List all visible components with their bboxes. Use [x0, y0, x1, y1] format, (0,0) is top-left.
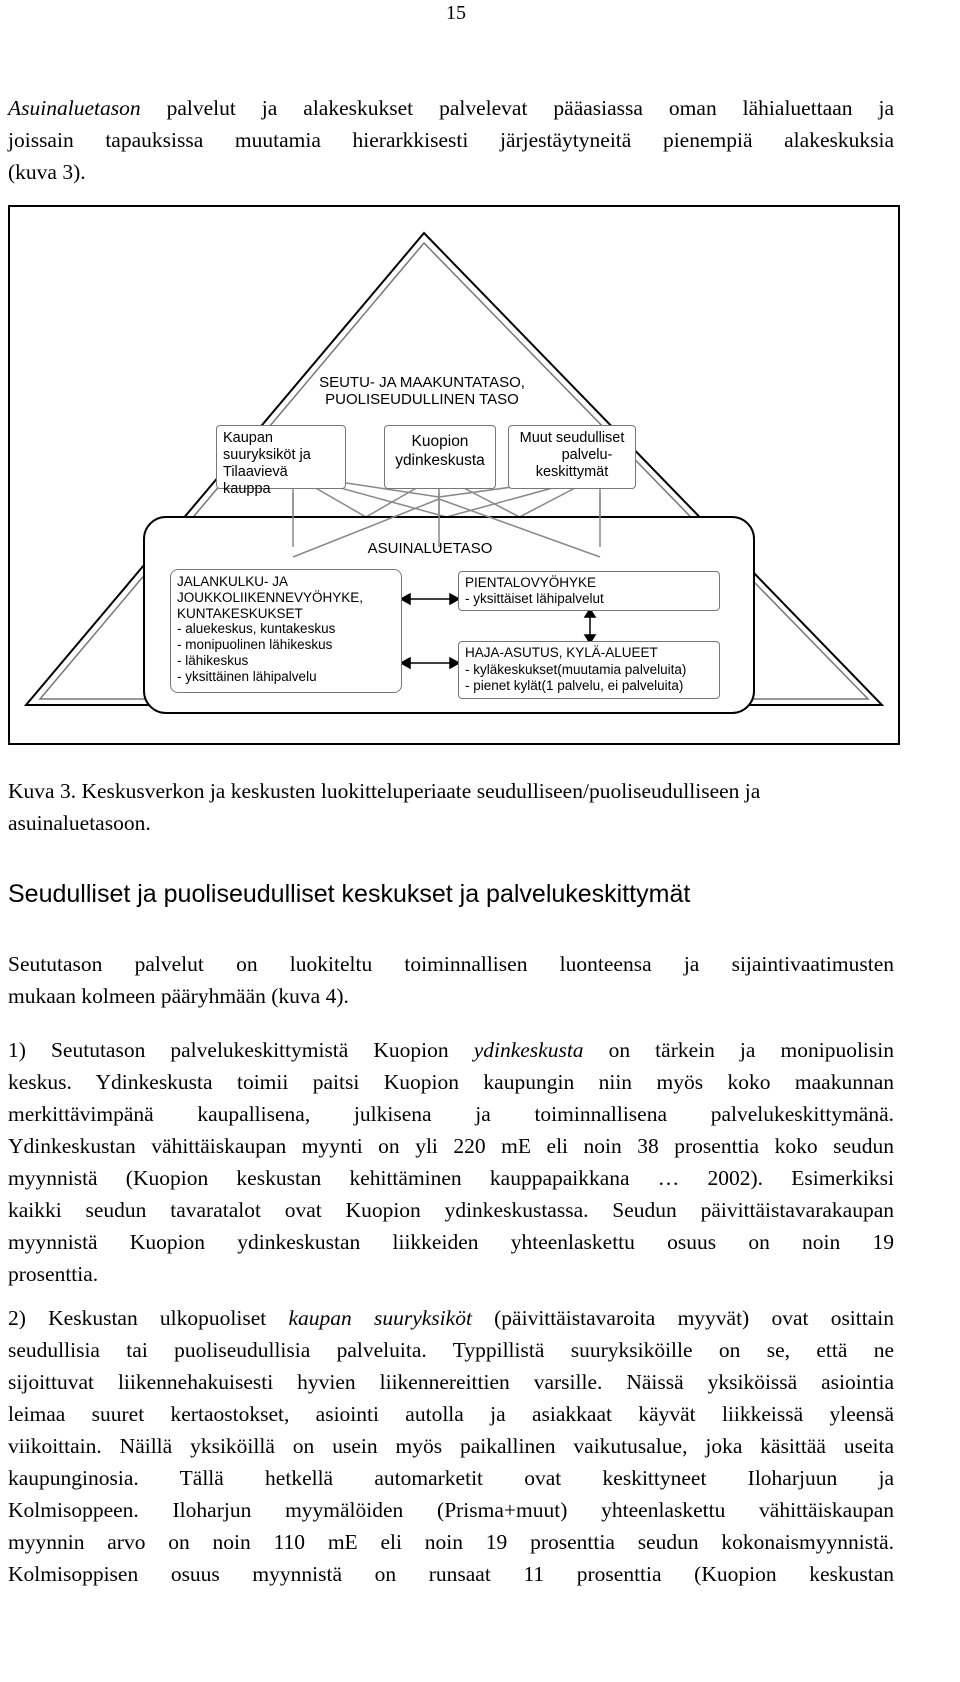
paragraph-seututason-palvelut: Seututason palvelut on luokiteltu toiminnallisen luonteensa ja sijaintivaatimusten mukaan kolmeen pääryhmään (kuva 4). — [8, 952, 894, 1008]
intro-line2: joissain tapauksissa muutamia hierarkkisesti järjestäytyneitä pienempiä alakeskuksia — [8, 128, 894, 152]
intro-paragraph — [8, 92, 894, 188]
section-heading: Seudulliset ja puoliseudulliset keskukset ja palvelukeskittymät — [8, 880, 691, 908]
top-level-title: SEUTU- JA MAAKUNTATASO, PUOLISEUDULLINEN TASO — [319, 374, 525, 408]
box-kaupan-suuryksikot: Kaupan suuryksiköt ja Tilaavievä kauppa — [216, 425, 346, 489]
page-number: 15 — [446, 2, 466, 24]
box-muut-seudulliset: Muut seudulliset palvelu- keskittymät — [508, 425, 636, 489]
paragraph-ydinkeskusta: 1) Seututason palvelukeskittymistä Kuopion ydinkeskusta on tärkein ja monipuolisin keskus. Ydinkeskusta toimii paitsi Kuopion kaupungin niin myös koko maakunnan merkittävimpänä kaupallisena, julkisena ja toiminnallisena palvelukeskittymänä. Ydinkeskustan vähittäiskaupan myynti on yli 220 mE eli noin 38 prosenttia koko seudun myynnistä (Kuopion keskustan kehittäminen kauppapaikkana … 2002). Esimerkiksi kaikki seudun tavaratalot ovat Kuopion ydinkeskustassa. Seudun päivittäistavarakaupan myynnistä Kuopion ydinkeskustan liikkeiden yhteenlaskettu osuus on noin 19 prosenttia. — [8, 1038, 894, 1286]
figure-caption: Kuva 3. Keskusverkon ja keskusten luokitteluperiaate seudulliseen/puoliseudulliseen ja asuinaluetasoon. — [8, 779, 761, 835]
figure-3-diagram — [8, 205, 900, 745]
asuinaluetaso-title: ASUINALUETASO — [367, 540, 493, 557]
box-kuopion-ydinkeskusta: Kuopion ydinkeskusta — [384, 425, 496, 489]
box-jalankulkuvyohyke: JALANKULKU- JA JOUKKOLIIKENNEVYÖHYKE, KUNTAKESKUKSET - aluekeskus, kuntakeskus - monipuolinen lähikeskus - lähikeskus - yksittäinen lähipalvelu — [170, 569, 402, 693]
box-pientalovyohyke: PIENTALOVYÖHYKE - yksittäiset lähipalvelut — [458, 571, 720, 611]
paragraph-kaupan-suuryksikot: 2) Keskustan ulkopuoliset kaupan suuryksiköt (päivittäistavaroita myyvät) ovat osittain seudullisia tai puoliseudullisia palveluita. Typpillistä suuryksiköille on se, että ne sijoittuvat liikennehakuisesti hyvien liikennereittien varsille. Näissä yksiköissä asiointia leimaa suuret kertaostokset, asiointi autolla ja asiakkaat käyvät liikkeissä yleensä viikoittain. Näillä yksiköillä on usein myös paikallinen vaikutusalue, joka käsittää useita kaupunginosia. Tällä hetkellä automarketit ovat keskittyneet Iloharjuun ja Kolmisoppeen. Iloharjun myymälöiden (Prisma+muut) yhteenlaskettu vähittäiskaupan myynnin arvo on noin 110 mE eli noin 19 prosenttia seudun kokonaismyynnistä. Kolmisoppisen osuus myynnistä on runsaat 11 prosenttia (Kuopion keskustan — [8, 1306, 894, 1586]
intro-term: Asuinaluetason — [8, 96, 141, 120]
intro-line1: palvelut ja alakeskukset palvelevat pääasiassa oman lähialuettaan ja — [140, 96, 894, 120]
intro-line3: (kuva 3). — [8, 160, 86, 184]
box-haja-asutus: HAJA-ASUTUS, KYLÄ-ALUEET - kyläkeskukset(muutamia palveluita) - pienet kylät(1 palvelu, ei palveluita) — [458, 641, 720, 699]
